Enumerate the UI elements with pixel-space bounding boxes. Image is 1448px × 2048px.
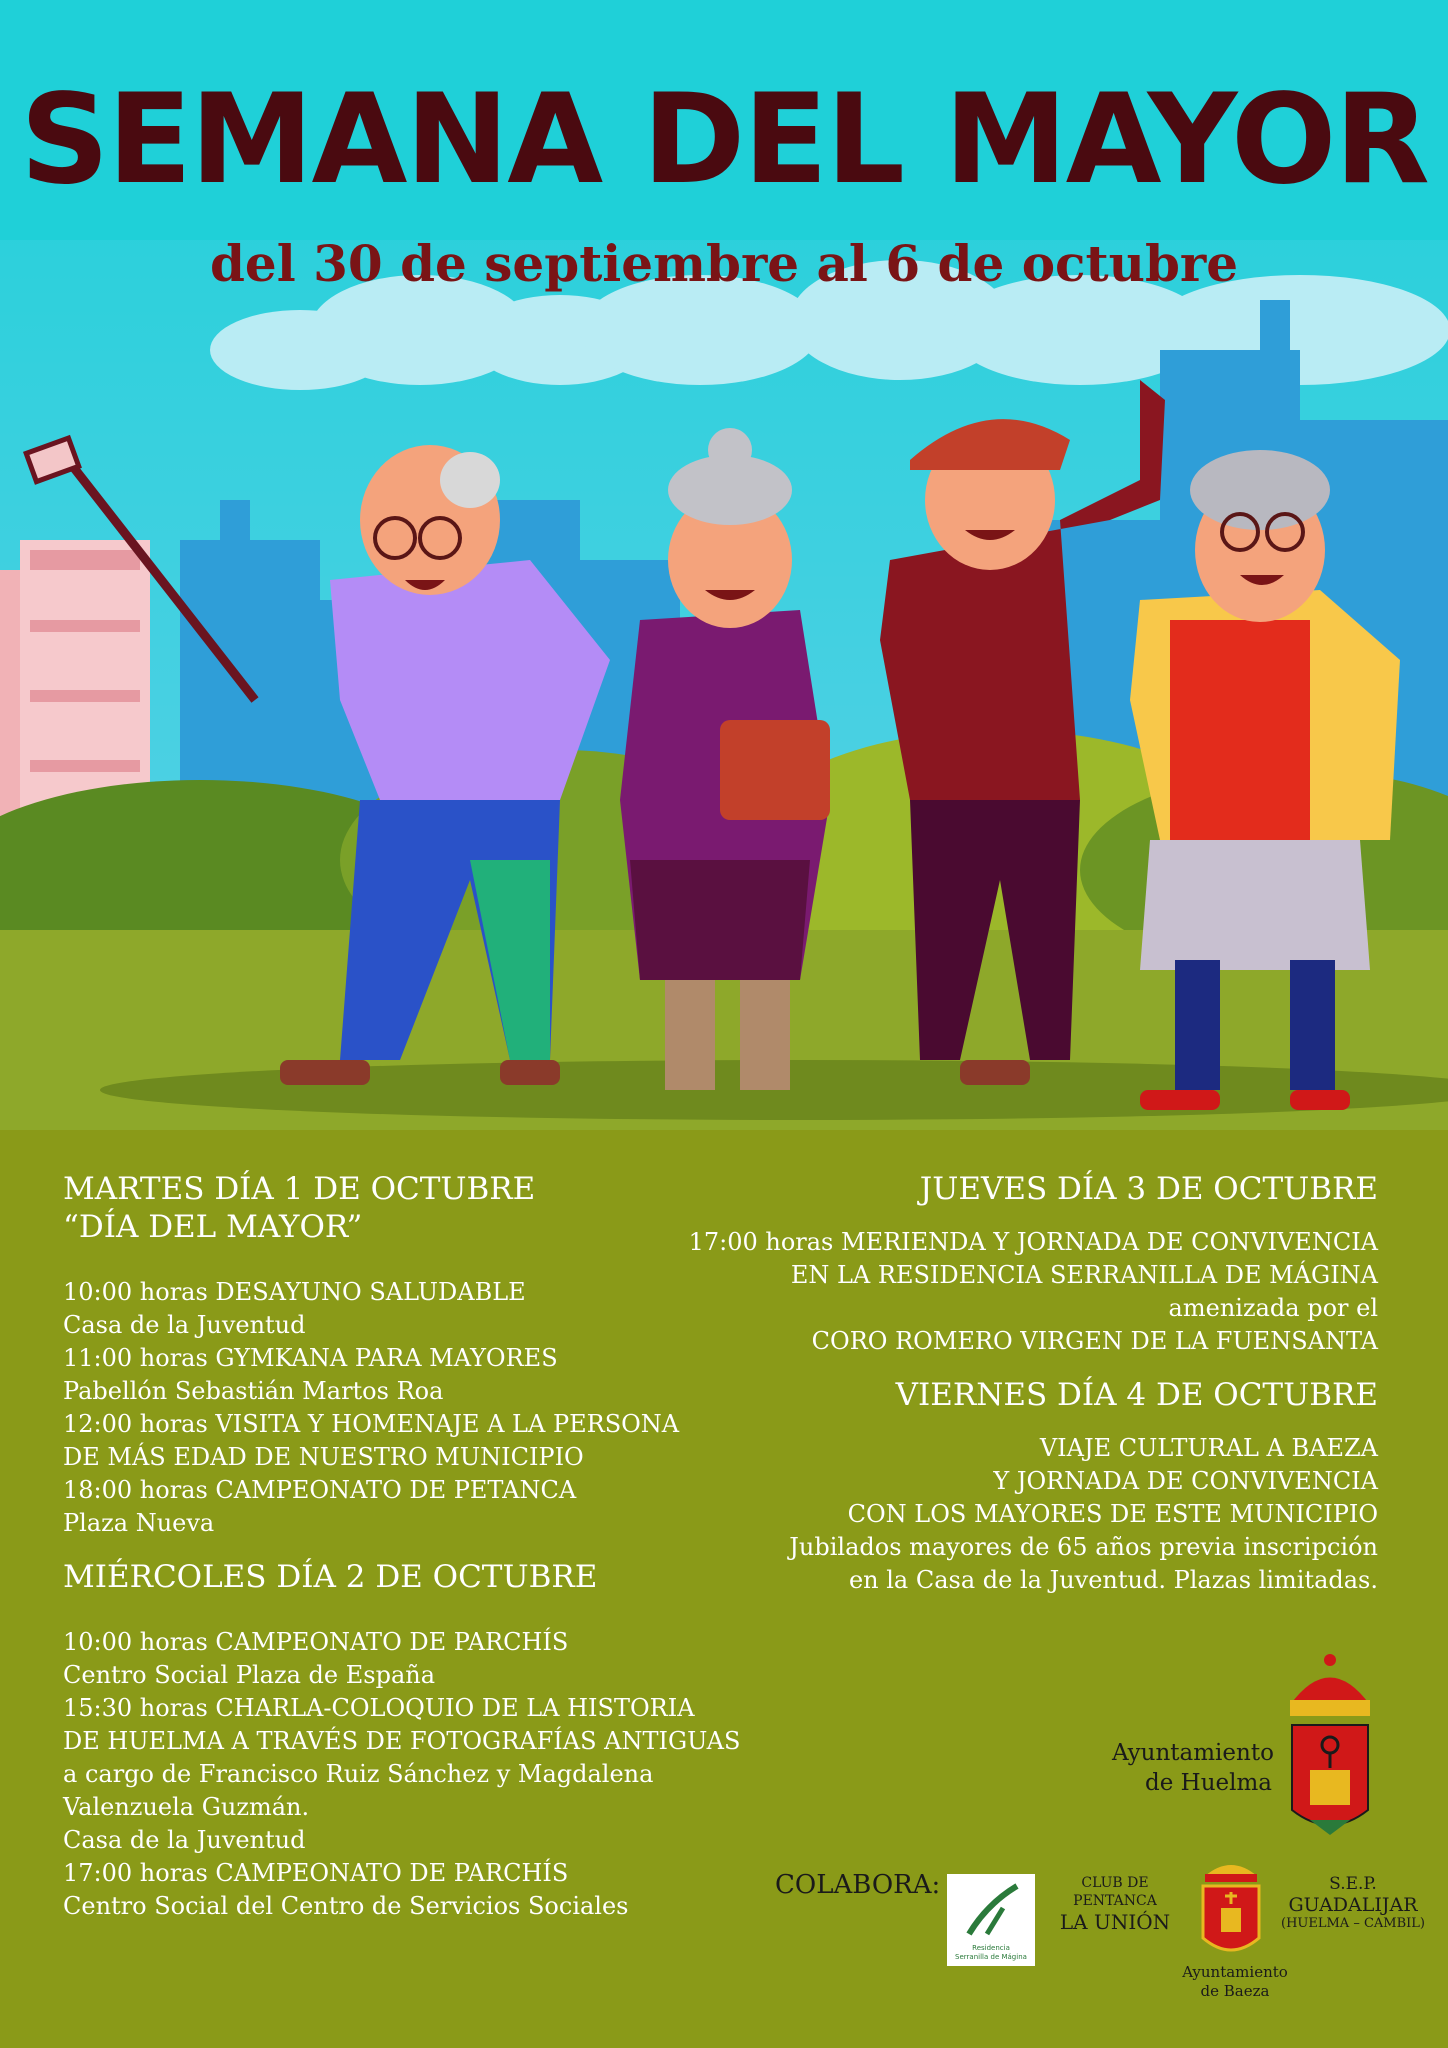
event-line: Y JORNADA DE CONVIVENCIA <box>993 1467 1378 1495</box>
residencia-label <box>947 1944 1035 1962</box>
event-line: VIAJE CULTURAL A BAEZA <box>1039 1434 1378 1462</box>
day-heading-thursday: JUEVES DÍA 3 DE OCTUBRE <box>919 1171 1378 1207</box>
huelma-line-1: Ayuntamiento <box>1112 1740 1274 1766</box>
club-line-2: LA UNIÓN <box>1059 1910 1171 1934</box>
event-line: DE HUELMA A TRAVÉS DE FOTOGRAFÍAS ANTIGUAS <box>63 1727 741 1755</box>
day-heading-tuesday: MARTES DÍA 1 DE OCTUBRE <box>63 1171 536 1207</box>
event-line: amenizada por el <box>1168 1294 1378 1322</box>
event-line: Casa de la Juventud <box>63 1311 306 1339</box>
event-line: 12:00 horas VISITA Y HOMENAJE A LA PERSONA <box>63 1410 680 1438</box>
event-line: DE MÁS EDAD DE NUESTRO MUNICIPIO <box>63 1443 584 1471</box>
ayuntamiento-huelma-label <box>1112 1738 1272 1798</box>
event-line: 10:00 horas CAMPEONATO DE PARCHÍS <box>63 1628 569 1656</box>
huelma-line-2: de Huelma <box>1144 1770 1272 1796</box>
baeza-line-1: Ayuntamiento <box>1182 1963 1288 1981</box>
sep-guadalijar-label <box>1278 1874 1428 1932</box>
event-line: Plaza Nueva <box>63 1509 215 1537</box>
event-line: Centro Social Plaza de España <box>63 1661 436 1689</box>
event-line: Pabellón Sebastián Martos Roa <box>63 1377 444 1405</box>
page-title: SEMANA DEL MAYOR <box>20 68 1428 212</box>
event-line: 11:00 horas GYMKANA PARA MAYORES <box>63 1344 558 1372</box>
baeza-coat-of-arms-icon <box>1195 1858 1267 1962</box>
event-line: a cargo de Francisco Ruiz Sánchez y Magdalena Valenzuela Guzmán. <box>63 1760 654 1821</box>
ayuntamiento-baeza-label <box>1170 1963 1300 2001</box>
sep-line-2: GUADALIJAR <box>1288 1894 1418 1916</box>
residencia-line-1: Residencia <box>972 1944 1010 1952</box>
day-subheading-tuesday: “DÍA DEL MAYOR” <box>63 1209 363 1245</box>
day-heading-wednesday: MIÉRCOLES DÍA 2 DE OCTUBRE <box>63 1559 598 1595</box>
event-line: CON LOS MAYORES DE ESTE MUNICIPIO <box>847 1500 1378 1528</box>
event-line: Jubilados mayores de 65 años previa inscripción <box>789 1533 1378 1561</box>
event-line: 18:00 horas CAMPEONATO DE PETANCA <box>63 1476 577 1504</box>
date-range: del 30 de septiembre al 6 de octubre <box>209 234 1239 293</box>
sep-line-3: (HUELMA – CAMBIL) <box>1281 1916 1425 1931</box>
baeza-line-2: de Baeza <box>1200 1982 1270 2000</box>
event-line: EN LA RESIDENCIA SERRANILLA DE MÁGINA <box>790 1261 1378 1289</box>
club-petanca-label <box>1040 1874 1190 1934</box>
sep-line-1: S.E.P. <box>1329 1874 1377 1894</box>
residencia-leaf-icon <box>947 1874 1035 1944</box>
club-line-1: CLUB DE PENTANCA <box>1073 1875 1157 1909</box>
event-line: 10:00 horas DESAYUNO SALUDABLE <box>63 1278 526 1306</box>
event-line: CORO ROMERO VIRGEN DE LA FUENSANTA <box>811 1327 1378 1355</box>
residencia-line-2: Serranilla de Mágina <box>955 1953 1027 1961</box>
right-column <box>558 1170 1378 1597</box>
event-line: Casa de la Juventud <box>63 1826 306 1854</box>
event-line: Centro Social del Centro de Servicios Sociales <box>63 1892 629 1920</box>
event-line: 17:00 horas MERIENDA Y JORNADA DE CONVIVENCIA <box>688 1228 1378 1256</box>
event-line: 17:00 horas CAMPEONATO DE PARCHÍS <box>63 1859 569 1887</box>
event-line: 15:30 horas CHARLA-COLOQUIO DE LA HISTORIA <box>63 1694 695 1722</box>
colabora-label: COLABORA: <box>775 1870 941 1900</box>
event-line: en la Casa de la Juventud. Plazas limitadas. <box>848 1566 1378 1594</box>
day-heading-friday: VIERNES DÍA 4 DE OCTUBRE <box>895 1377 1378 1413</box>
